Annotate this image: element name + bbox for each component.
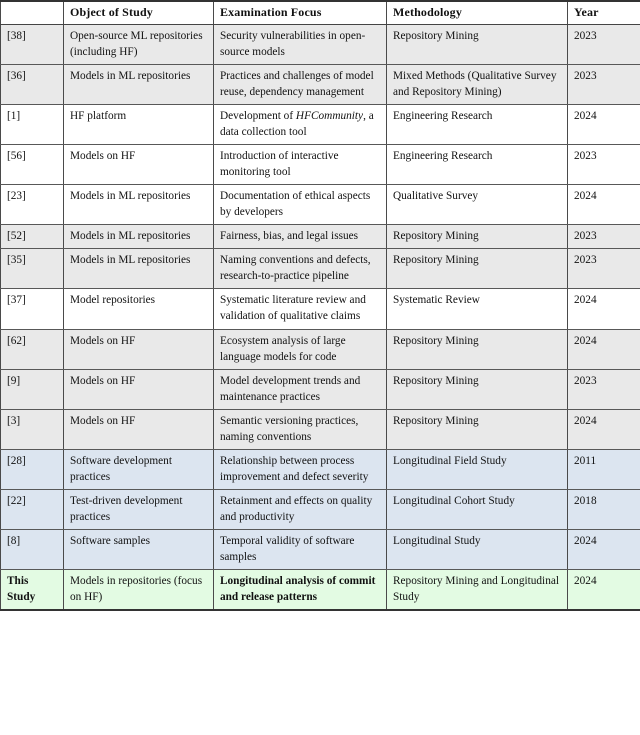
cell-examination-focus: Practices and challenges of model reuse, dependency management bbox=[214, 65, 387, 105]
table-row bbox=[1, 449, 640, 489]
cell-examination-focus: Documentation of ethical aspects by developers bbox=[214, 185, 387, 225]
cell-reference: [35] bbox=[1, 249, 64, 289]
cell-year: 2024 bbox=[568, 289, 640, 329]
cell-object-of-study: Models in ML repositories bbox=[64, 185, 214, 225]
cell-reference: This Study bbox=[1, 569, 64, 610]
cell-object-of-study: Models in repositories (focus on HF) bbox=[64, 569, 214, 610]
cell-methodology: Longitudinal Cohort Study bbox=[387, 489, 568, 529]
cell-examination-focus: Ecosystem analysis of large language models for code bbox=[214, 329, 387, 369]
cell-year: 2024 bbox=[568, 329, 640, 369]
table-body bbox=[1, 25, 640, 610]
cell-object-of-study: Models in ML repositories bbox=[64, 225, 214, 249]
table-row bbox=[1, 369, 640, 409]
table-row bbox=[1, 569, 640, 610]
cell-year: 2023 bbox=[568, 25, 640, 65]
cell-methodology: Repository Mining bbox=[387, 249, 568, 289]
cell-object-of-study: Models on HF bbox=[64, 409, 214, 449]
table-row bbox=[1, 529, 640, 569]
cell-methodology: Repository Mining bbox=[387, 25, 568, 65]
column-header-reference bbox=[1, 1, 64, 25]
column-header-object-of-study: Object of Study bbox=[64, 1, 214, 25]
cell-examination-focus: Relationship between process improvement and defect severity bbox=[214, 449, 387, 489]
cell-year: 2024 bbox=[568, 569, 640, 610]
cell-object-of-study: Models on HF bbox=[64, 145, 214, 185]
cell-methodology: Longitudinal Field Study bbox=[387, 449, 568, 489]
cell-examination-focus: Semantic versioning practices, naming conventions bbox=[214, 409, 387, 449]
cell-reference: [8] bbox=[1, 529, 64, 569]
cell-object-of-study: Models on HF bbox=[64, 329, 214, 369]
cell-reference: [62] bbox=[1, 329, 64, 369]
table-row bbox=[1, 289, 640, 329]
emphasised-term: HFCommunity bbox=[295, 110, 364, 123]
cell-examination-focus: Development of HFCommunity, a data collection tool bbox=[214, 105, 387, 145]
cell-methodology: Qualitative Survey bbox=[387, 185, 568, 225]
cell-examination-focus: Retainment and effects on quality and productivity bbox=[214, 489, 387, 529]
cell-methodology: Longitudinal Study bbox=[387, 529, 568, 569]
cell-examination-focus: Fairness, bias, and legal issues bbox=[214, 225, 387, 249]
cell-object-of-study: Models on HF bbox=[64, 369, 214, 409]
cell-year: 2023 bbox=[568, 249, 640, 289]
cell-object-of-study: Model repositories bbox=[64, 289, 214, 329]
column-header-year: Year bbox=[568, 1, 640, 25]
table-row bbox=[1, 65, 640, 105]
cell-reference: [3] bbox=[1, 409, 64, 449]
cell-object-of-study: Open-source ML repositories (including HF) bbox=[64, 25, 214, 65]
cell-reference: [52] bbox=[1, 225, 64, 249]
table-row bbox=[1, 145, 640, 185]
cell-year: 2023 bbox=[568, 65, 640, 105]
column-header-examination-focus: Examination Focus bbox=[214, 1, 387, 25]
cell-examination-focus: Temporal validity of software samples bbox=[214, 529, 387, 569]
table-row bbox=[1, 25, 640, 65]
table-header bbox=[1, 1, 640, 25]
cell-examination-focus: Systematic literature review and validation of qualitative claims bbox=[214, 289, 387, 329]
cell-year: 2011 bbox=[568, 449, 640, 489]
cell-examination-focus: Naming conventions and defects, research-to-practice pipeline bbox=[214, 249, 387, 289]
cell-methodology: Mixed Methods (Qualitative Survey and Repository Mining) bbox=[387, 65, 568, 105]
cell-year: 2024 bbox=[568, 409, 640, 449]
cell-methodology: Systematic Review bbox=[387, 289, 568, 329]
table-row bbox=[1, 185, 640, 225]
cell-object-of-study: Software samples bbox=[64, 529, 214, 569]
cell-methodology: Repository Mining bbox=[387, 369, 568, 409]
cell-methodology: Repository Mining and Longitudinal Study bbox=[387, 569, 568, 610]
cell-methodology: Engineering Research bbox=[387, 105, 568, 145]
cell-year: 2024 bbox=[568, 185, 640, 225]
column-header-methodology: Methodology bbox=[387, 1, 568, 25]
cell-year: 2024 bbox=[568, 529, 640, 569]
cell-object-of-study: Models in ML repositories bbox=[64, 65, 214, 105]
cell-year: 2023 bbox=[568, 225, 640, 249]
cell-reference: [36] bbox=[1, 65, 64, 105]
cell-reference: [38] bbox=[1, 25, 64, 65]
table-row bbox=[1, 489, 640, 529]
cell-reference: [37] bbox=[1, 289, 64, 329]
cell-reference: [28] bbox=[1, 449, 64, 489]
cell-examination-focus: Security vulnerabilities in open-source models bbox=[214, 25, 387, 65]
cell-year: 2024 bbox=[568, 105, 640, 145]
cell-methodology: Repository Mining bbox=[387, 225, 568, 249]
cell-reference: [56] bbox=[1, 145, 64, 185]
table-row bbox=[1, 225, 640, 249]
cell-reference: [9] bbox=[1, 369, 64, 409]
cell-reference: [22] bbox=[1, 489, 64, 529]
table-row bbox=[1, 409, 640, 449]
table-row bbox=[1, 329, 640, 369]
cell-reference: [23] bbox=[1, 185, 64, 225]
cell-object-of-study: HF platform bbox=[64, 105, 214, 145]
cell-reference: [1] bbox=[1, 105, 64, 145]
cell-examination-focus: Introduction of interactive monitoring tool bbox=[214, 145, 387, 185]
cell-year: 2023 bbox=[568, 369, 640, 409]
table-row bbox=[1, 249, 640, 289]
cell-examination-focus: Longitudinal analysis of commit and release patterns bbox=[214, 569, 387, 610]
cell-methodology: Repository Mining bbox=[387, 409, 568, 449]
cell-object-of-study: Test-driven development practices bbox=[64, 489, 214, 529]
cell-year: 2023 bbox=[568, 145, 640, 185]
cell-examination-focus: Model development trends and maintenance practices bbox=[214, 369, 387, 409]
cell-methodology: Engineering Research bbox=[387, 145, 568, 185]
cell-year: 2018 bbox=[568, 489, 640, 529]
cell-object-of-study: Software development practices bbox=[64, 449, 214, 489]
table-header-row bbox=[1, 1, 640, 25]
table-row bbox=[1, 105, 640, 145]
cell-methodology: Repository Mining bbox=[387, 329, 568, 369]
cell-object-of-study: Models in ML repositories bbox=[64, 249, 214, 289]
